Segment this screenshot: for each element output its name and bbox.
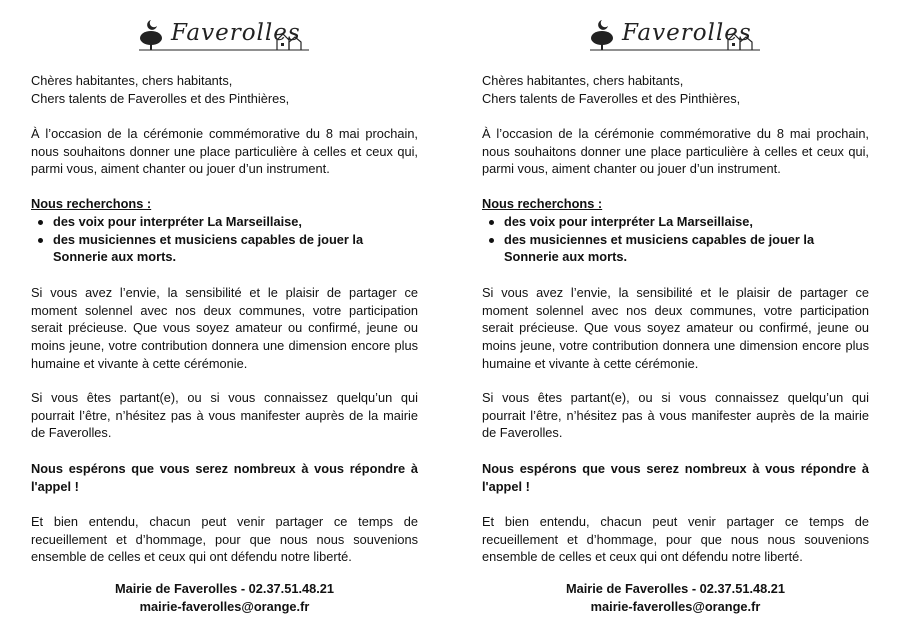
footer-phone: Mairie de Faverolles - 02.37.51.48.21 — [114, 581, 335, 596]
search-heading: Nous recherchons : — [31, 196, 152, 211]
paragraph-contact: Si vous êtes partant(e), ou si vous connaissez quelqu’un qui pourrait l’être, n’hésitez pas à vous manifester auprès de la mairie de Faverolles. — [482, 390, 869, 441]
greeting — [31, 72, 418, 107]
search-list — [482, 213, 869, 266]
bullet-icon — [38, 238, 43, 243]
footer — [31, 580, 418, 616]
list-item: des musiciennes et musiciens capables de jouer la Sonnerie aux morts. — [482, 231, 869, 266]
flyer-right — [482, 0, 869, 636]
list-item: des voix pour interpréter La Marseillaise, — [31, 213, 418, 231]
bullet-icon — [489, 238, 494, 243]
paragraph-closing: Et bien entendu, chacun peut venir partager ce temps de recueillement et d’hommage, pour que nous nous souvenions ensemble de celles et ceux qui ont défendu notre liberté. — [31, 514, 418, 565]
paragraph-participation: Si vous avez l’envie, la sensibilité et le plaisir de partager ce moment solennel avec nos deux communes, votre participation serait précieuse. Que vous soyez amateur ou confirmé, jeune ou moins jeune, votre contribution donnera une dimension encore plus humaine et vivante à cette cérémonie. — [31, 285, 418, 371]
paragraph-contact: Si vous êtes partant(e), ou si vous connaissez quelqu’un qui pourrait l’être, n’hésitez pas à vous manifester auprès de la mairie de Faverolles. — [31, 390, 418, 441]
faverolles-logo — [590, 18, 760, 54]
logo-wordmark: Faverolles — [622, 20, 752, 46]
footer-email: mairie-faverolles@orange.fr — [139, 599, 310, 614]
list-item: des musiciennes et musiciens capables de jouer la Sonnerie aux morts. — [31, 231, 418, 266]
bullet-icon — [489, 220, 494, 225]
footer-phone: Mairie de Faverolles - 02.37.51.48.21 — [565, 581, 786, 596]
search-list — [31, 213, 418, 266]
bullet-icon — [38, 220, 43, 225]
greeting — [482, 72, 869, 107]
greeting-line-1: Chères habitantes, chers habitants, — [482, 73, 684, 88]
footer — [482, 580, 869, 616]
paragraph-call: Nous espérons que vous serez nombreux à vous répondre à l'appel ! — [482, 461, 869, 494]
flyer-left — [31, 0, 418, 636]
intro-paragraph: À l’occasion de la cérémonie commémorative du 8 mai prochain, nous souhaitons donner une place particulière à celles et ceux qui, parmi vous, aiment chanter ou jouer d’un instrument. — [482, 126, 869, 177]
footer-email: mairie-faverolles@orange.fr — [590, 599, 761, 614]
greeting-line-2: Chers talents de Faverolles et des Pinthières, — [482, 90, 741, 106]
faverolles-logo — [139, 18, 309, 54]
greeting-line-1: Chères habitantes, chers habitants, — [31, 73, 233, 88]
greeting-line-2: Chers talents de Faverolles et des Pinthières, — [31, 90, 290, 106]
intro-paragraph: À l’occasion de la cérémonie commémorative du 8 mai prochain, nous souhaitons donner une place particulière à celles et ceux qui, parmi vous, aiment chanter ou jouer d’un instrument. — [31, 126, 418, 177]
paragraph-call: Nous espérons que vous serez nombreux à vous répondre à l'appel ! — [31, 461, 418, 494]
paragraph-participation: Si vous avez l’envie, la sensibilité et le plaisir de partager ce moment solennel avec nos deux communes, votre participation serait précieuse. Que vous soyez amateur ou confirmé, jeune ou moins jeune, votre contribution donnera une dimension encore plus humaine et vivante à cette cérémonie. — [482, 285, 869, 371]
paragraph-closing: Et bien entendu, chacun peut venir partager ce temps de recueillement et d’hommage, pour que nous nous souvenions ensemble de celles et ceux qui ont défendu notre liberté. — [482, 514, 869, 565]
logo-wordmark: Faverolles — [171, 20, 301, 46]
list-item: des voix pour interpréter La Marseillaise, — [482, 213, 869, 231]
search-heading: Nous recherchons : — [482, 196, 603, 211]
